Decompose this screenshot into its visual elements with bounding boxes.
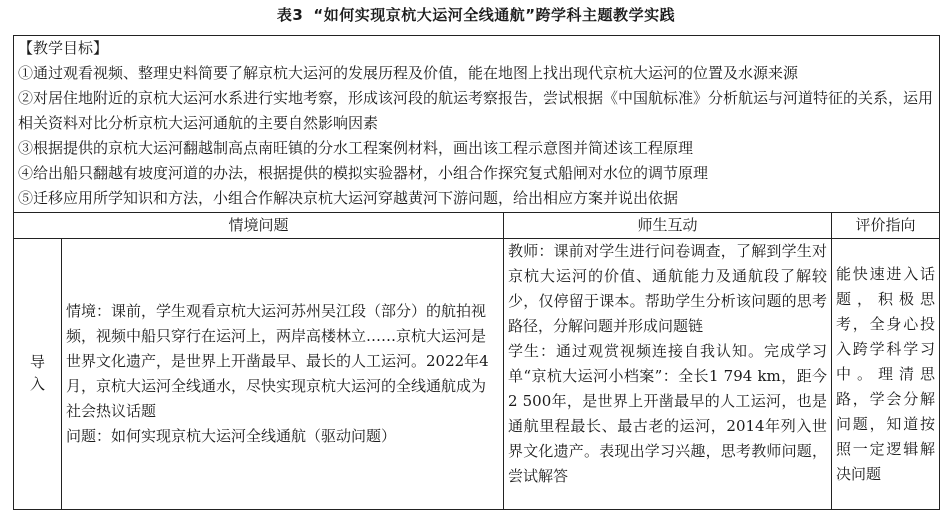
- table-caption: [0, 5, 952, 25]
- header-scenario: 情境问题: [14, 213, 504, 239]
- evaluation-cell: [832, 239, 940, 510]
- objectives-cell: [14, 36, 940, 213]
- table-title: “如何实现京杭大运河全线通航”跨学科主题教学实践: [313, 6, 676, 24]
- header-evaluation: 评价指向: [832, 213, 940, 239]
- header-row: [14, 213, 940, 239]
- stage-label-cell: [14, 239, 62, 510]
- objective-item: ③根据提供的京杭大运河翻越制高点南旺镇的分水工程案例材料，画出该工程示意图并简述该工程原理: [18, 139, 694, 157]
- objective-item: ⑤迁移应用所学知识和方法，小组合作解决京杭大运河穿越黄河下游问题，给出相应方案并说出依据: [18, 189, 679, 207]
- table-number: 表3: [276, 6, 304, 24]
- interaction-cell: [504, 239, 832, 510]
- lesson-plan-table: [13, 35, 940, 510]
- scenario-cell: [62, 239, 504, 510]
- stage-label: 导入: [29, 353, 45, 393]
- objective-item: ②对居住地附近的京杭大运河水系进行实地考察，形成该河段的航运考察报告，尝试根据《中国航标准》分析航运与河道特征的关系，运用相关资料对比分析京杭大运河通航的主要自然影响因素: [18, 89, 934, 132]
- teacher-text: 教师：课前对学生进行问卷调查，了解到学生对京杭大运河的价值、通航能力及通航段了解较少，仅停留于课本。帮助学生分析该问题的思考路径，分解问题并形成问题链: [508, 242, 827, 335]
- objectives-row: [14, 36, 940, 213]
- objective-item: ④给出船只翻越有坡度河道的办法，根据提供的模拟实验器材，小组合作探究复式船闸对水位的调节原理: [18, 164, 709, 182]
- student-text: 学生：通过观赏视频连接自我认知。完成学习单“京杭大运河小档案”：全长1 794 km，距今2 500年，是世界上开凿最早的人工运河，也是通航里程最长、最古老的运河，2014年列入世界文化遗产。表现出学习兴趣，思考教师问题，尝试解答: [508, 342, 827, 485]
- objective-item: ①通过观看视频、整理史料简要了解京杭大运河的发展历程及价值，能在地图上找出现代京杭大运河的位置及水源来源: [18, 64, 799, 82]
- table-row: [14, 239, 940, 510]
- evaluation-text: 能快速进入话题，积极思考，全身心投入跨学科学习中。理清思路，学会分解问题，知道按照一定逻辑解决问题: [836, 264, 936, 483]
- scenario-text: 情境：课前，学生观看京杭大运河苏州吴江段（部分）的航拍视频，视频中船只穿行在运河上，两岸高楼林立……京杭大运河是世界文化遗产，是世界上开凿最早、最长的人工运河。2022年4月，京杭大运河全线通水，尽快实现京杭大运河的全线通航成为社会热议话题: [66, 302, 489, 420]
- objectives-heading: 【教学目标】: [18, 39, 109, 57]
- driving-question-text: 问题：如何实现京杭大运河全线通航（驱动问题）: [66, 427, 397, 445]
- header-interaction: 师生互动: [504, 213, 832, 239]
